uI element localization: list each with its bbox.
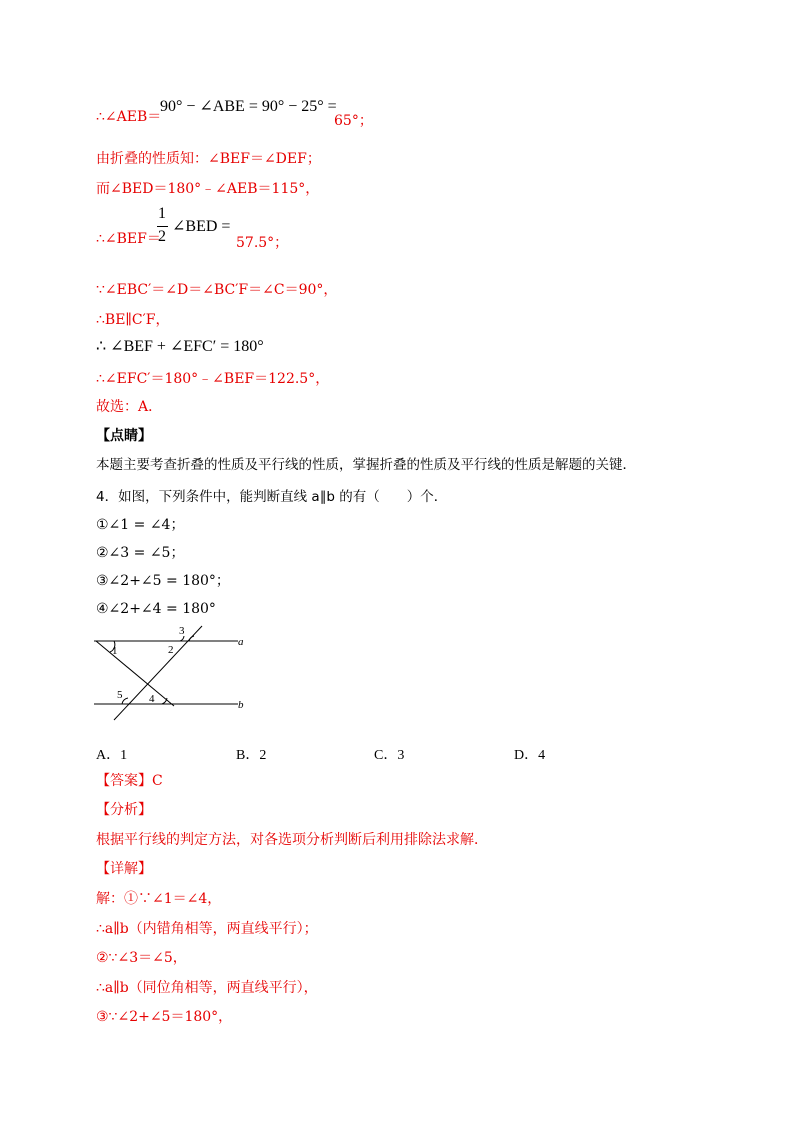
detail-heading: 【详解】 (96, 861, 152, 877)
parallel-lines-figure (90, 624, 260, 722)
solution-line-3: 而∠BED＝180°﹣∠AEB＝115°， (96, 181, 320, 197)
answer-line: 【答案】C (96, 773, 163, 789)
option-a: A．1 (96, 748, 128, 763)
detail-line-4: ∴a∥b（同位角相等，两直线平行）， (96, 980, 318, 996)
label-4: 4 (149, 693, 155, 705)
solution-line-9: 故选：A． (96, 399, 163, 415)
fraction-denominator: 2 (158, 228, 166, 245)
solution-line-1 (96, 108, 161, 126)
question-stem: 4．如图，下列条件中，能判断直线 a∥b 的有（ ）个． (96, 489, 448, 505)
solution-line-4 (96, 230, 161, 248)
label-1: 1 (112, 645, 118, 657)
comment-heading: 【点睛】 (96, 428, 152, 444)
label-5: 5 (117, 689, 123, 701)
label-b: b (238, 699, 244, 711)
angle-3-arc (189, 636, 194, 641)
aeb-prefix: ∴∠AEB＝ (96, 109, 162, 125)
solution-line-2: 由折叠的性质知：∠BEF＝∠DEF； (96, 151, 321, 167)
fraction-bar (157, 226, 168, 227)
option-d: D．4 (514, 748, 546, 763)
analysis-heading: 【分析】 (96, 802, 152, 818)
option-b: B．2 (236, 748, 267, 763)
solution-line-7: ∴ ∠BEF + ∠EFC′ = 180° (96, 338, 264, 355)
solution-line-5: ∵∠EBC′＝∠D＝∠BC′F＝∠C＝90°， (96, 282, 338, 298)
fraction-numerator: 1 (158, 205, 166, 222)
option-c: C．3 (374, 748, 405, 763)
bef-result: 57.5°； (236, 235, 289, 251)
condition-2: ②∠3 = ∠5； (96, 545, 185, 561)
solution-line-8: ∴∠EFC′＝180°﹣∠BEF＝122.5°， (96, 371, 330, 387)
condition-1: ①∠1 = ∠4； (96, 517, 185, 533)
detail-line-1: 解：①∵∠1＝∠4， (96, 891, 222, 907)
detail-line-2: ∴a∥b（内错角相等，两直线平行）； (96, 921, 318, 937)
comment-body: 本题主要考查折叠的性质及平行线的性质，掌握折叠的性质及平行线的性质是解题的关键． (96, 457, 636, 473)
label-3: 3 (179, 625, 185, 637)
solution-line-6: ∴BE∥C′F， (96, 312, 170, 328)
aeb-formula: 90° − ∠ABE = 90° − 25° = (160, 98, 337, 115)
angle-5-arc (122, 698, 128, 704)
label-2: 2 (168, 644, 174, 656)
analysis-body: 根据平行线的判定方法，对各选项分析判断后利用排除法求解． (96, 832, 488, 848)
transversal-1 (96, 641, 174, 706)
aeb-result: 65°； (334, 113, 373, 129)
label-a: a (238, 636, 244, 648)
bed-formula: ∠BED = (172, 218, 231, 235)
detail-line-3: ②∵∠3＝∠5， (96, 950, 187, 966)
condition-3: ③∠2+∠5 = 180°； (96, 573, 230, 589)
bef-prefix: ∴∠BEF＝ (96, 231, 161, 247)
condition-4: ④∠2+∠4 = 180° (96, 601, 216, 617)
detail-line-5: ③∵∠2+∠5＝180°， (96, 1009, 233, 1025)
